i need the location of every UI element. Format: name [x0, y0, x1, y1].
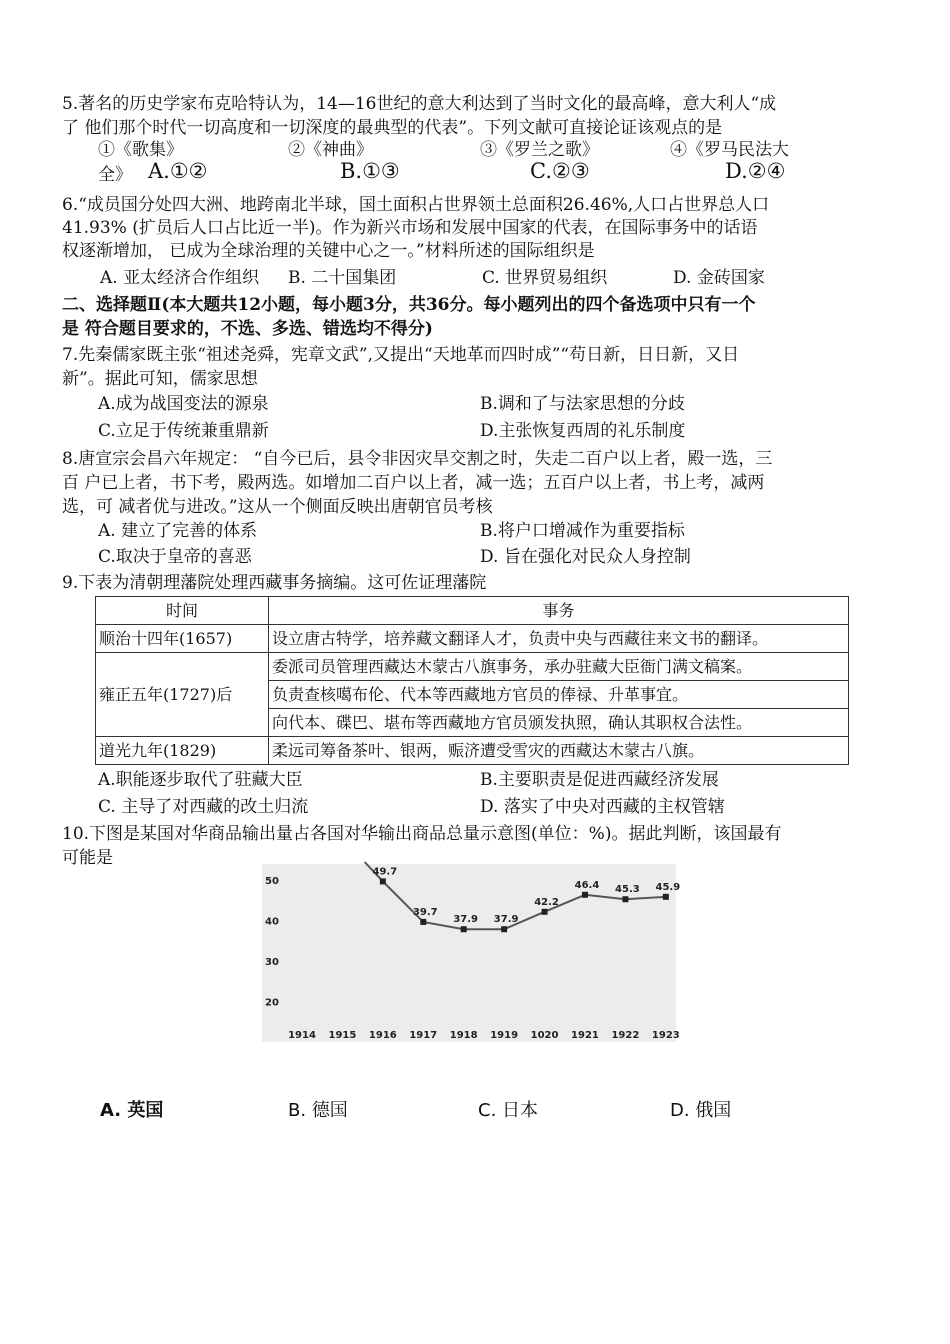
q9-option-a[interactable]: A.职能逐步取代了驻藏大臣 — [98, 770, 303, 790]
table-cell-time: 道光九年(1829) — [96, 737, 269, 765]
y-tick-label: 40 — [265, 916, 279, 928]
q5-option-a[interactable]: A.①② — [148, 159, 208, 183]
q9-option-d[interactable]: D. 落实了中央对西藏的主权管辖 — [480, 797, 725, 817]
q6-option-c[interactable]: C. 世界贸易组织 — [482, 268, 608, 288]
data-point — [380, 878, 386, 884]
q10-option-a[interactable]: A. 英国 — [100, 1100, 164, 1121]
data-point — [622, 896, 628, 902]
q9-option-c[interactable]: C. 主导了对西藏的改土归流 — [98, 797, 309, 817]
q5-work-4: ④《罗马民法大 — [670, 140, 789, 160]
q8-stem-line2: 百 户已上者，书下考，殿两选。如增加二百户以上者，减一选；五百户以上者，书上考，减两 — [62, 473, 765, 493]
q7-stem-line1: 7.先秦儒家既主张“祖述尧舜，宪章文武”,又提出“天地革而四时成”“苟日新，日日新，又日 — [62, 345, 740, 365]
q5-work-3: ③《罗兰之歌》 — [480, 140, 599, 160]
q8-option-d[interactable]: D. 旨在强化对民众人身控制 — [480, 547, 691, 567]
line-chart — [262, 864, 681, 1042]
q7-option-b[interactable]: B.调和了与法家思想的分歧 — [480, 394, 685, 414]
q5-work-4-end: 全》 — [98, 165, 132, 185]
x-tick-label: 1919 — [490, 1030, 519, 1041]
q10-option-b[interactable]: B. 德国 — [288, 1100, 348, 1121]
data-label: 42.2 — [534, 896, 559, 908]
x-tick-label: 1921 — [571, 1030, 599, 1041]
data-label: 45.9 — [655, 881, 681, 893]
q10-stem-line1: 10.下图是某国对华商品输出量占各国对华输出商品总量示意图(单位：%)。据此判断，该国最有 — [62, 824, 782, 844]
data-point — [663, 894, 669, 900]
q10-chart — [262, 864, 681, 1042]
table-cell-time: 雍正五年(1727)后 — [96, 653, 269, 737]
x-tick-label: 1916 — [368, 1030, 397, 1041]
q6-stem-line1: 6.“成员国分处四大洲、地跨南北半球，国土面积占世界领土总面积26.46%,人口占世界总人口 — [62, 195, 770, 215]
q10-option-c[interactable]: C. 日本 — [478, 1100, 539, 1121]
q6-stem-line3: 权逐渐增加， 已成为全球治理的关键中心之一。”材料所述的国际组织是 — [62, 241, 595, 261]
data-point — [582, 892, 588, 898]
q5-stem-line1: 5.著名的历史学家布克哈特认为，14—16世纪的意大利达到了当时文化的最高峰，意大利人“成 — [62, 94, 777, 114]
q6-option-d[interactable]: D. 金砖国家 — [673, 268, 765, 288]
q7-stem-line2: 新”。据此可知，儒家思想 — [62, 369, 258, 389]
q6-option-a[interactable]: A. 亚太经济合作组织 — [100, 268, 260, 288]
section2-heading-line1: 二、选择题Ⅱ(本大题共12小题，每小题3分，共36分。每小题列出的四个备选项中只有一个 — [62, 295, 756, 315]
q7-option-d[interactable]: D.主张恢复西周的礼乐制度 — [480, 421, 686, 441]
table-header-row — [96, 597, 849, 625]
x-tick-label: 1915 — [328, 1030, 357, 1041]
data-label: 46.4 — [574, 879, 600, 891]
data-point — [420, 919, 426, 925]
data-label: 37.9 — [453, 914, 479, 926]
q9-option-b[interactable]: B.主要职责是促进西藏经济发展 — [480, 770, 719, 790]
x-tick-label: 1918 — [449, 1030, 478, 1041]
x-tick-label: 1917 — [409, 1030, 438, 1041]
data-label: 39.7 — [412, 906, 438, 918]
q5-work-1: ①《歌集》 — [98, 140, 183, 160]
table-cell-affair: 向代本、碟巴、堪布等西藏地方官员颁发执照，确认其职权合法性。 — [269, 709, 849, 737]
q6-option-b[interactable]: B. 二十国集团 — [288, 268, 397, 288]
data-label: 37.9 — [493, 914, 519, 926]
q6-stem-line2: 41.93% (扩员后人口占比近一半)。作为新兴市场和发展中国家的代表，在国际事务中的话语 — [62, 218, 758, 238]
q8-stem-line3: 选，可 减者优与进改。”这从一个侧面反映出唐朝官员考核 — [62, 497, 493, 517]
table-cell-affair: 负责查核噶布伦、代本等西藏地方官员的俸禄、升革事宜。 — [269, 681, 849, 709]
y-tick-label: 30 — [265, 957, 279, 969]
table-header-affairs: 事务 — [269, 597, 849, 625]
y-tick-label: 50 — [265, 876, 279, 888]
q10-stem-line2: 可能是 — [62, 848, 113, 868]
table-cell-affair: 委派司员管理西藏达木蒙古八旗事务，承办驻藏大臣衙门满文稿案。 — [269, 653, 849, 681]
table-row — [96, 653, 849, 681]
q5-stem-line2: 了 他们那个时代一切高度和一切深度的最典型的代表”。下列文献可直接论证该观点的是 — [62, 118, 723, 138]
q8-option-c[interactable]: C.取决于皇帝的喜恶 — [98, 547, 252, 567]
table-cell-affair: 柔远司筹备茶叶、银两，赈济遭受雪灾的西藏达木蒙古八旗。 — [269, 737, 849, 765]
table-header-time: 时间 — [96, 597, 269, 625]
q5-work-2: ②《神曲》 — [288, 140, 373, 160]
table-row — [96, 737, 849, 765]
x-tick-label: 1923 — [651, 1030, 680, 1041]
table-cell-affair: 设立唐古特学，培养藏文翻译人才，负责中央与西藏往来文书的翻译。 — [269, 625, 849, 653]
q5-option-b[interactable]: B.①③ — [340, 159, 400, 183]
data-point — [542, 909, 548, 915]
q10-option-d[interactable]: D. 俄国 — [670, 1100, 732, 1121]
x-tick-label: 1914 — [288, 1030, 316, 1041]
y-tick-label: 20 — [265, 997, 279, 1009]
table-cell-time: 顺治十四年(1657) — [96, 625, 269, 653]
q8-stem-line1: 8.唐宣宗会昌六年规定： “自今已后，县令非因灾旱交割之时，失走二百户以上者，殿一选，三 — [62, 449, 773, 469]
data-label: 45.3 — [615, 884, 640, 896]
q7-option-a[interactable]: A.成为战国变法的源泉 — [98, 394, 269, 414]
data-point — [461, 926, 467, 932]
q7-option-c[interactable]: C.立足于传统兼重鼎新 — [98, 421, 269, 441]
q8-option-b[interactable]: B.将户口增减作为重要指标 — [480, 521, 685, 541]
x-tick-label: 1020 — [530, 1030, 559, 1041]
data-label: 49.7 — [372, 866, 398, 878]
q9-stem-line1: 9.下表为清朝理藩院处理西藏事务摘编。这可佐证理藩院 — [62, 573, 487, 593]
table-row — [96, 625, 849, 653]
q9-table — [95, 596, 849, 765]
section2-heading-line2: 是 符合题目要求的，不选、多选、错选均不得分) — [62, 319, 433, 339]
x-tick-label: 1922 — [611, 1030, 640, 1041]
q5-option-d[interactable]: D.②④ — [725, 159, 786, 183]
data-point — [501, 926, 507, 932]
q8-option-a[interactable]: A. 建立了完善的体系 — [98, 521, 258, 541]
q5-option-c[interactable]: C.②③ — [530, 159, 590, 183]
